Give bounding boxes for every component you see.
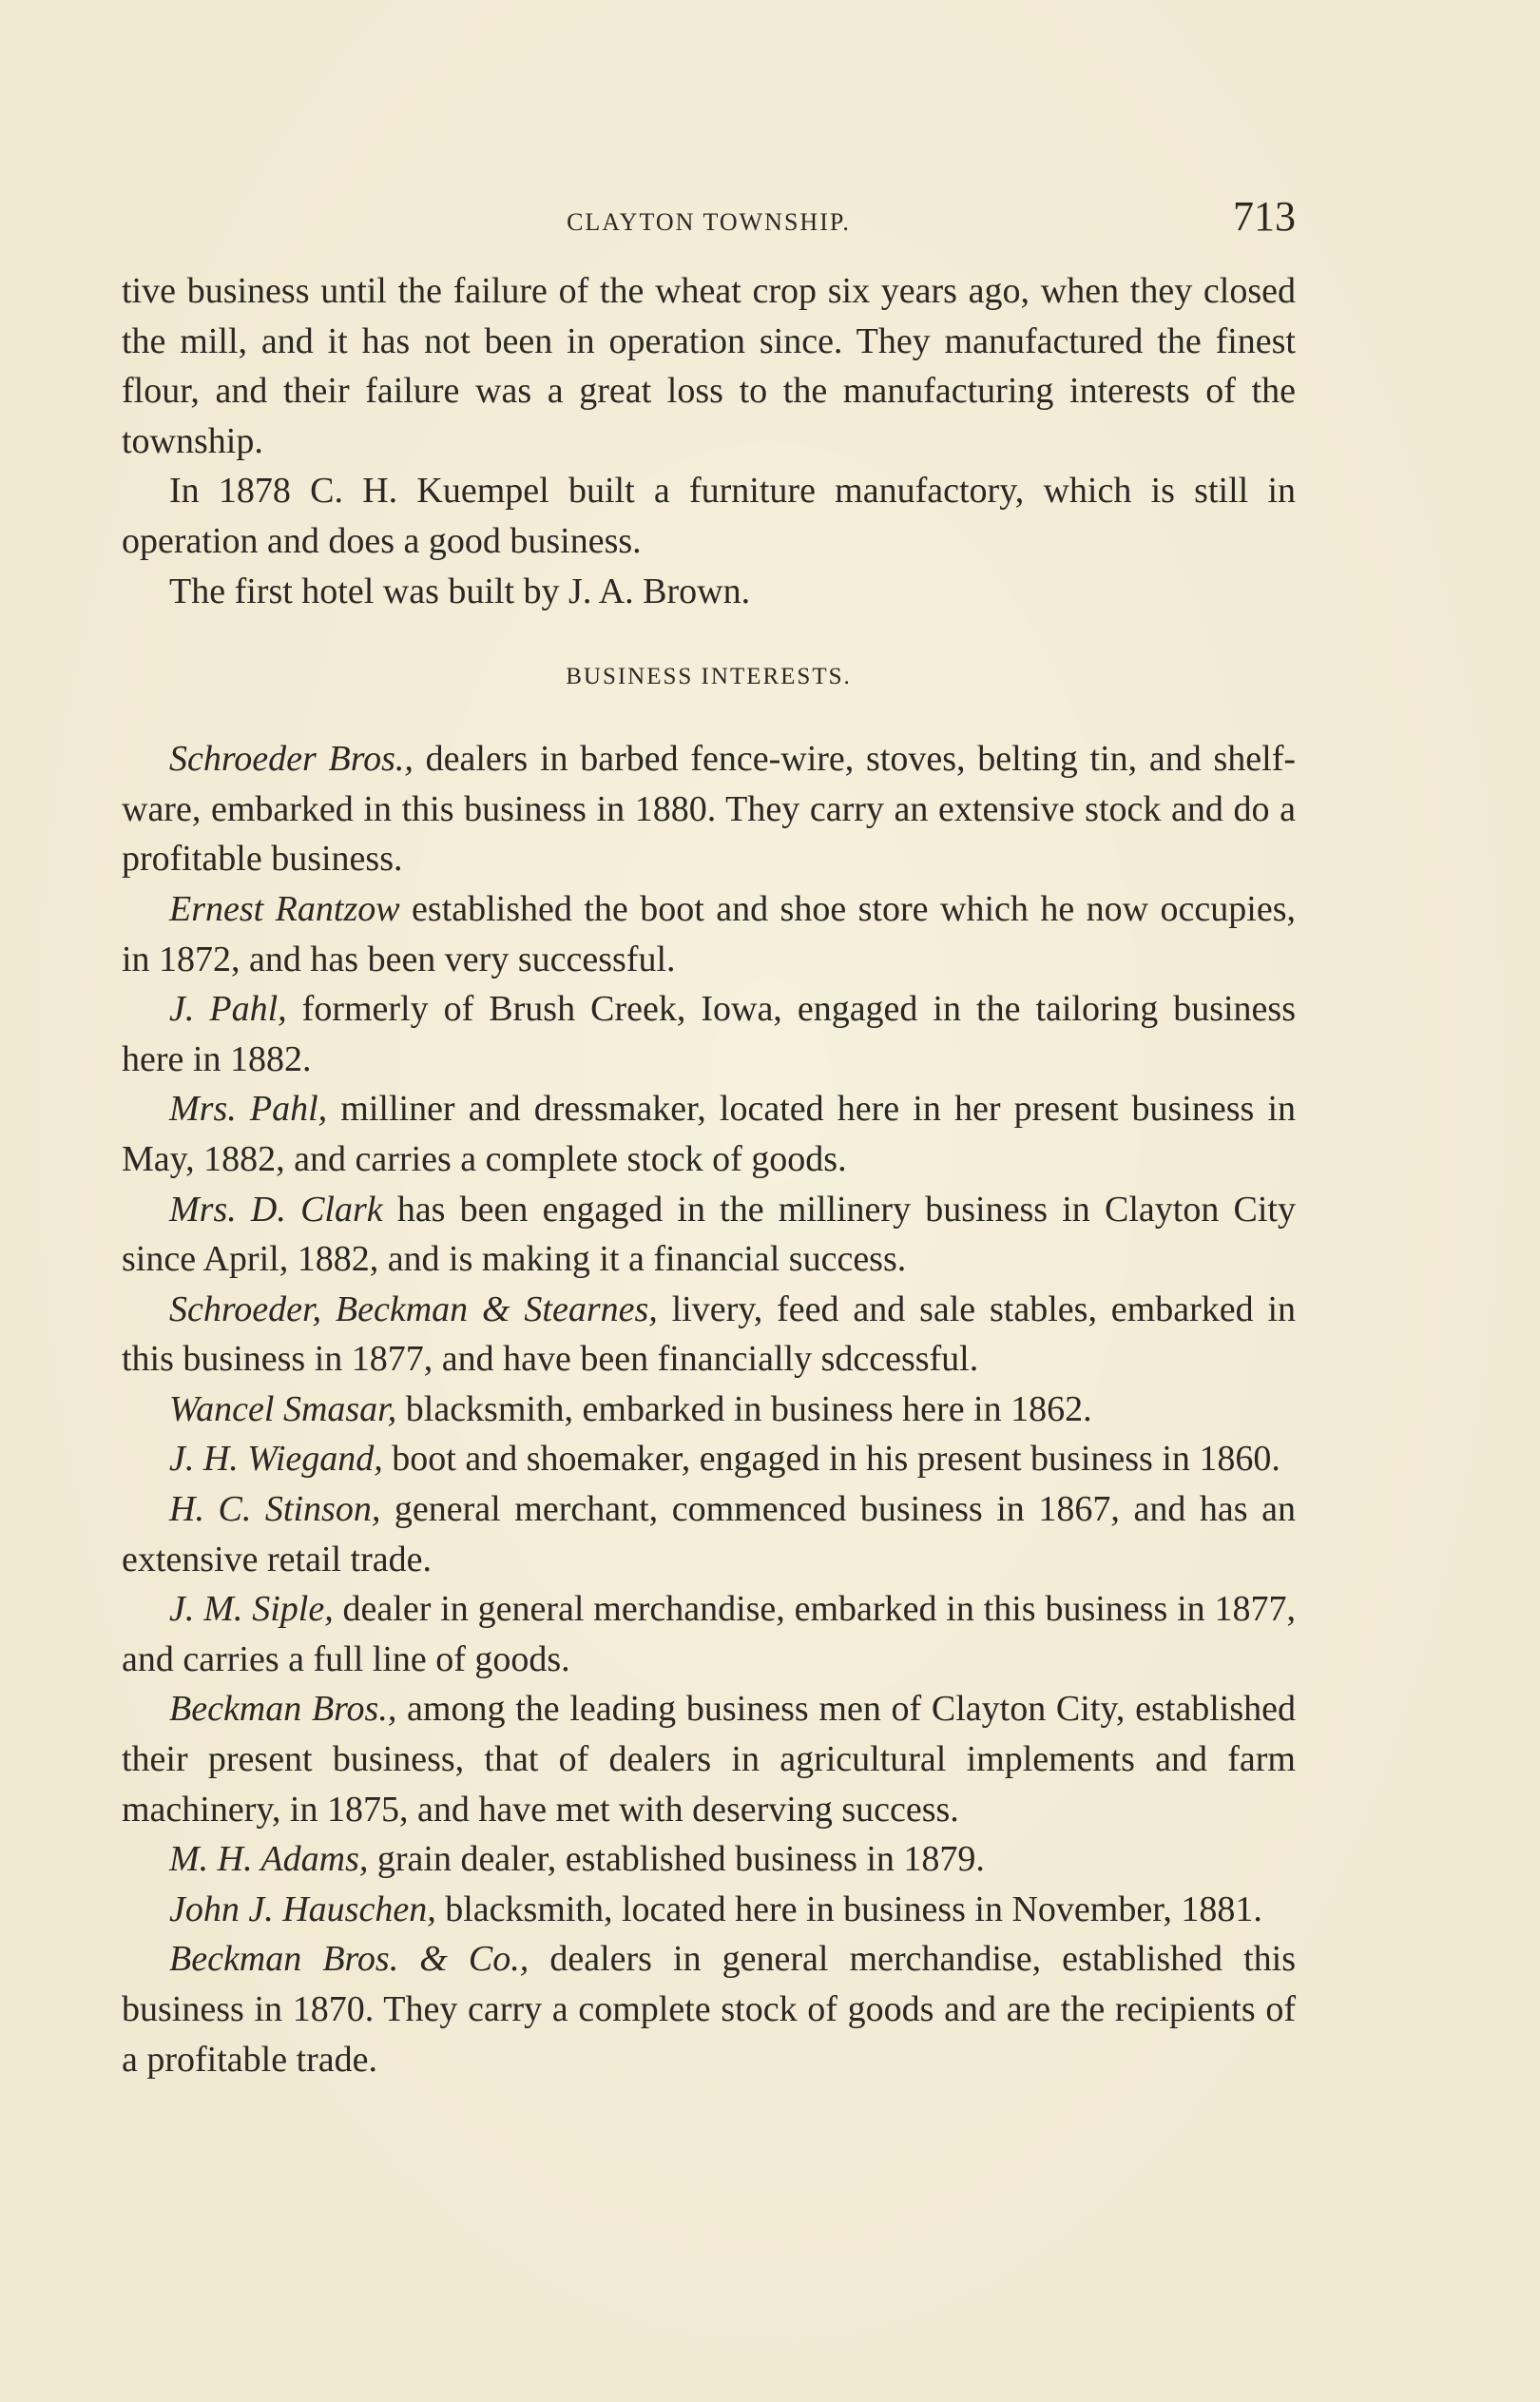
first-hotel-paragraph: The first hotel was built by J. A. Brown. [169,571,751,611]
business-entry [122,1385,1296,1435]
continuation-paragraph: tive business until the failure of the wheat crop six years ago, when they closed the mill, and it has not been in operation since. They manufactured the finest flour, and their failure was a great loss to the manufacturing interests of the township. [122,271,1296,461]
business-description: established the boot and shoe store which he now occupies, in 1872, and has been very successful. [122,888,1296,979]
business-name: Wancel Smasar, [169,1388,397,1429]
business-entry [122,1285,1296,1385]
furniture-manufactory-paragraph: In 1878 C. H. Kuempel built a furniture manufactory, which is still in operation and does a good business. [122,471,1296,561]
business-name: Beckman Bros., [169,1689,397,1730]
page-number: 713 [1233,193,1296,240]
business-entry [122,1834,1296,1885]
business-entry [122,1484,1296,1584]
business-name: J. Pahl, [169,989,287,1030]
business-description: has been engaged in the millinery business in Clayton City since April, 1882, and is making it a financial success. [122,1189,1296,1280]
business-entry [122,1084,1296,1184]
business-name: John J. Hauschen, [169,1889,436,1929]
business-name: J. M. Siple, [169,1589,334,1630]
business-description: general merchant, commenced business in 1867, and has an extensive retail trade. [122,1489,1296,1579]
business-name: Mrs. D. Clark [169,1189,383,1230]
running-title: CLAYTON TOWNSHIP. [567,208,851,236]
business-description: grain dealer, established business in 1879. [368,1839,985,1880]
business-name: Schroeder, Beckman & Stearnes, [169,1288,658,1329]
business-description: dealers in general merchandise, established this business in 1870. They carry a complete stock of goods and are the recipients of a profitable trade. [122,1939,1296,2080]
page-text-block [122,190,1296,2084]
business-entry [122,1934,1296,2084]
running-head [122,190,1296,266]
business-description: blacksmith, located here in business in November, 1881. [435,1889,1262,1929]
business-name: Schroeder Bros., [169,739,414,780]
business-description: dealer in general merchandise, embarked in this business in 1877, and carries a full line of goods. [122,1589,1296,1679]
business-name: J. H. Wiegand, [169,1439,383,1480]
business-entry [122,1185,1296,1285]
business-description: among the leading business men of Clayton City, established their present business, that of dealers in agricultural implements and farm machinery, in 1875, and have met with deserving success. [122,1689,1296,1830]
business-entry [122,734,1296,884]
business-entry [122,984,1296,1084]
business-description: dealers in barbed fence-wire, stoves, belting tin, and shelf-ware, embarked in this business in 1880. They carry an extensive stock and do a profitable business. [122,739,1296,880]
business-description: formerly of Brush Creek, Iowa, engaged in the tailoring business here in 1882. [122,989,1296,1079]
business-entry [122,1434,1296,1484]
business-entry [122,1885,1296,1935]
business-description: milliner and dressmaker, located here in her present business in May, 1882, and carries a complete stock of goods. [122,1089,1296,1179]
business-entry [122,884,1296,984]
business-name: Mrs. Pahl, [169,1089,328,1130]
business-description: boot and shoemaker, engaged in his present business in 1860. [382,1439,1280,1480]
section-heading: BUSINESS INTERESTS. [566,664,852,690]
business-description: blacksmith, embarked in business here in 1862. [396,1388,1092,1429]
business-name: Beckman Bros. & Co., [169,1939,529,1980]
business-name: Ernest Rantzow [169,888,400,929]
business-entry [122,1584,1296,1684]
business-description: livery, feed and sale stables, embarked in this business in 1877, and have been financially sdccessful. [122,1288,1297,1380]
business-name: H. C. Stinson, [169,1489,381,1530]
business-entry [122,1684,1296,1834]
business-name: M. H. Adams, [169,1839,369,1880]
